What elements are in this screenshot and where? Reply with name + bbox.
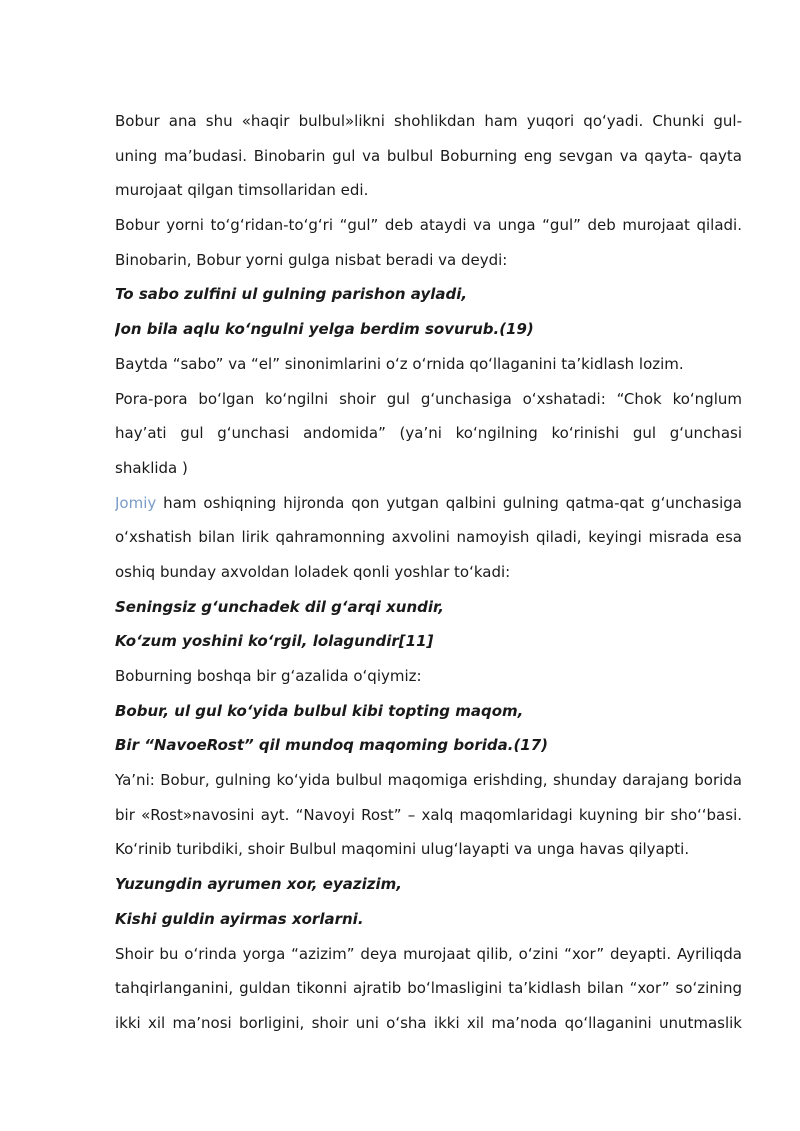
- text-line: Shoir bu oʻrinda yorga “azizim” deya murojaat qilib, oʻzini “xor” deyapti. Ayriliqda: [115, 944, 742, 963]
- text-line: Bobur ana shu «haqir bulbul»likni shohlikdan ham yuqori qoʻyadi. Chunki gul-: [115, 112, 742, 130]
- text-line: Pora-pora boʻlgan koʻngilni shoir gul gʻunchasiga oʻxshatadi: “Chok koʻnglum: [115, 389, 742, 408]
- text-line-rest: ham oshiqning hijronda qon yutgan qalbini gulning qatma-qat gʻunchasiga: [156, 493, 742, 512]
- text-line: Koʻrinib turibdiki, shoir Bulbul maqomini ulugʻlayapti va unga havas qilyapti.: [115, 840, 690, 859]
- verse-line: Bobur, ul gul koʻyida bulbul kibi topting maqom,: [115, 701, 524, 720]
- text-line: shaklida ): [115, 458, 188, 477]
- text-line: oʻxshatish bilan lirik qahramonning axvolini namoyish qiladi, keyingi misrada esa: [115, 528, 742, 547]
- document-page: [115, 104, 742, 1041]
- text-line: Bobur yorni toʻgʻridan-toʻgʻri “gul” deb ataydi va unga “gul” deb murojaat qiladi.: [115, 216, 742, 235]
- text-line: Binobarin, Bobur yorni gulga nisbat beradi va deydi:: [115, 250, 508, 269]
- verse-line: Seningsiz gʻunchadek dil gʻarqi xundir,: [115, 597, 444, 616]
- verse-line: Yuzungdin ayrumen xor, eyazizim,: [115, 875, 402, 894]
- verse-line: Koʻzum yoshini koʻrgil, lolagundir[11]: [115, 632, 434, 651]
- text-line: ikki xil maʼnosi borligini, shoir uni oʻsha ikki xil maʼnoda qoʻllaganini unutmaslik: [115, 1013, 742, 1032]
- verse-line: Jon bila aqlu koʻngulni yelga berdim sovurub.(19): [115, 320, 534, 339]
- text-line: [115, 486, 742, 521]
- text-line: uning maʼbudasi. Binobarin gul va bulbul Boburning eng sevgan va qayta- qayta: [115, 146, 742, 165]
- text-line: murojaat qilgan timsollaridan edi.: [115, 181, 369, 200]
- text-line: tahqirlanganini, guldan tikonni ajratib boʻlmasligini taʼkidlash bilan “xor” soʻzining: [115, 979, 742, 998]
- verse-line: Bir “NavoeRost” qil mundoq maqoming borida.(17): [115, 736, 549, 755]
- text-line: Baytda “sabo” va “el” sinonimlarini oʻz oʻrnida qoʻllaganini taʼkidlash lozim.: [115, 354, 684, 373]
- text-line: bir «Rost»navosini ayt. “Navoyi Rost” – xalq maqomlaridagi kuyning bir shoʻʻbasi.: [115, 805, 742, 824]
- text-line: hayʼati gul gʻunchasi andomida” (yaʼni koʻngilning koʻrinishi gul gʻunchasi: [115, 424, 742, 443]
- text-line: Boburning boshqa bir gʻazalida oʻqiymiz:: [115, 667, 422, 685]
- jomiy-link[interactable]: Jomiy: [115, 493, 157, 512]
- text-line: oshiq bunday axvoldan loladek qonli yoshlar toʻkadi:: [115, 562, 511, 581]
- verse-line: Kishi guldin ayirmas xorlarni.: [115, 909, 364, 928]
- verse-line: To sabo zulfini ul gulning parishon ayladi,: [115, 285, 468, 304]
- text-line: Yaʼni: Bobur, gulning koʻyida bulbul maqomiga erishding, shunday darajang borida: [115, 771, 742, 790]
